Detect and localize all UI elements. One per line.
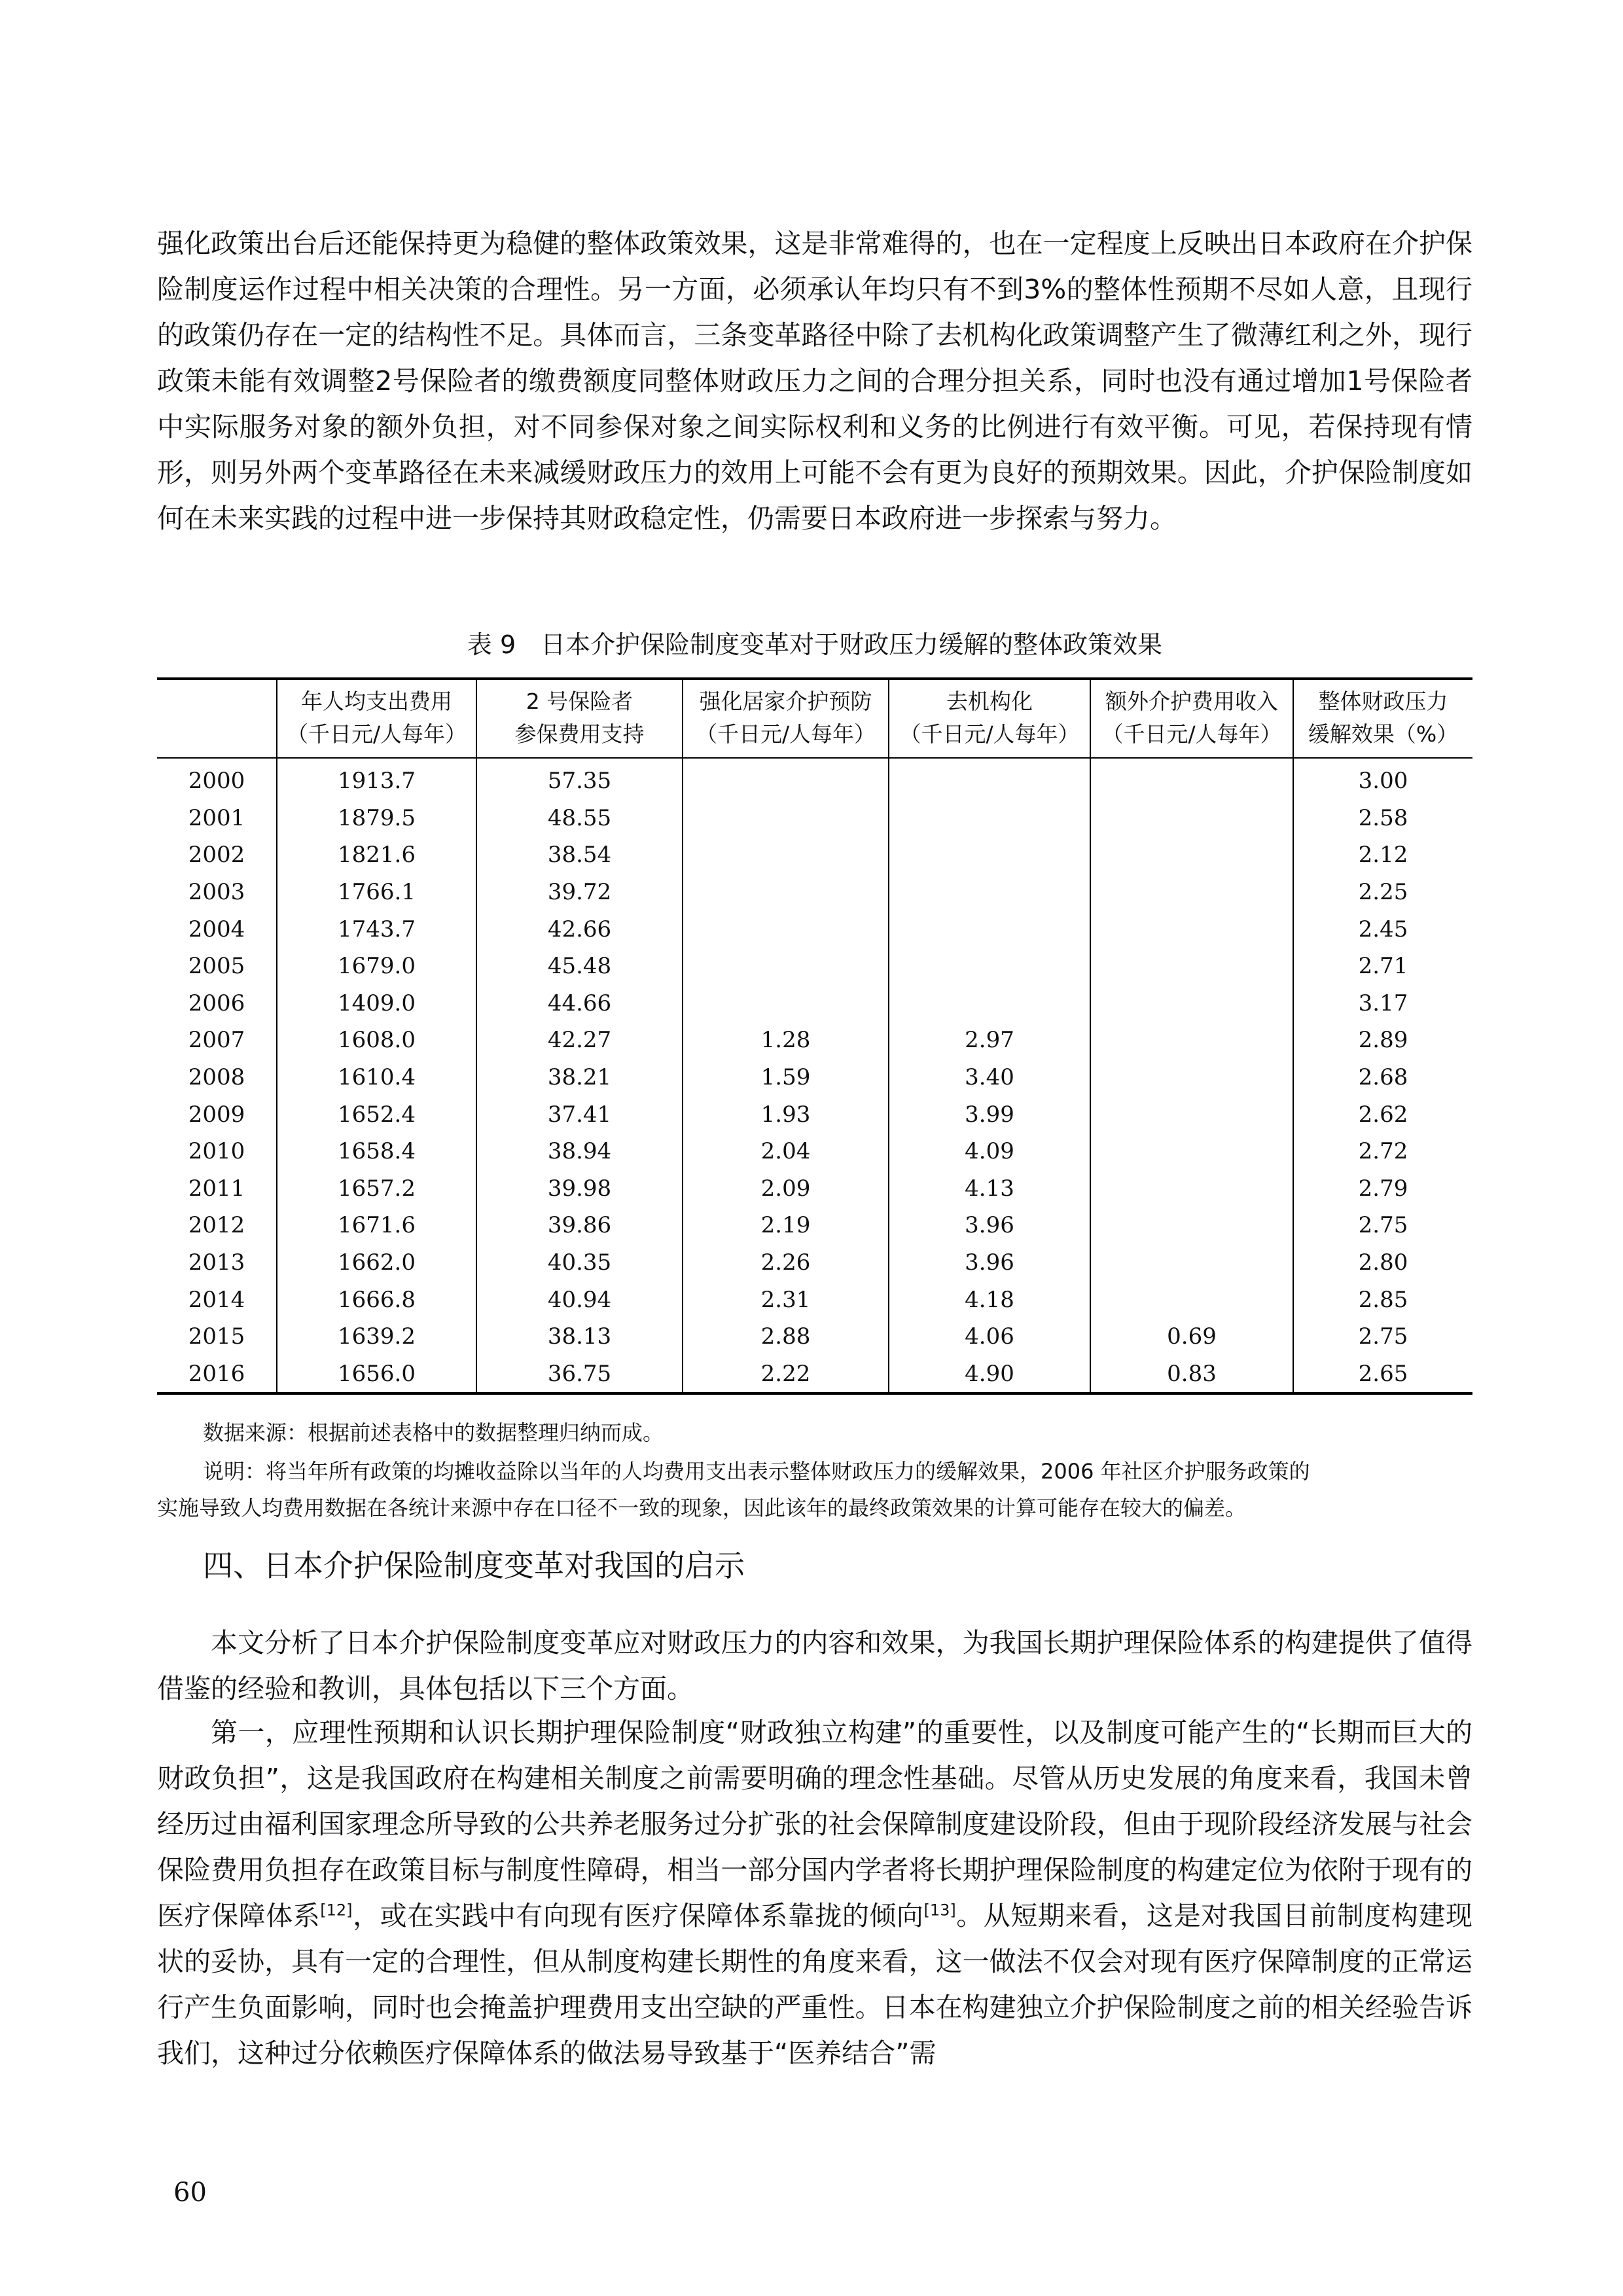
cell-relief-effect: 3.00 [1293, 758, 1472, 800]
cell-year: 2012 [188, 1212, 245, 1239]
cell-type2-support: 38.94 [476, 1133, 683, 1170]
cell-home-care-prevention: 2.22 [683, 1355, 889, 1394]
cell-deinstitutionalization: 4.13 [889, 1170, 1090, 1208]
table-row [157, 910, 1472, 948]
cell-deinstitutionalization [889, 985, 1090, 1022]
table-row [157, 1170, 1472, 1208]
cell-extra-income [1090, 910, 1293, 948]
cell-per-capita-expense: 1656.0 [277, 1355, 476, 1394]
cell-deinstitutionalization: 3.40 [889, 1059, 1090, 1096]
table-caption: 表 9 日本介护保险制度变革对于财政压力缓解的整体政策效果 [467, 630, 1163, 659]
cell-extra-income [1090, 836, 1293, 874]
table-row [157, 874, 1472, 911]
cell-home-care-prevention: 1.59 [683, 1059, 889, 1096]
cell-year: 2015 [188, 1323, 245, 1350]
cell-home-care-prevention [683, 836, 889, 874]
cell-home-care-prevention [683, 948, 889, 985]
table-row [157, 800, 1472, 837]
cell-relief-effect: 2.45 [1293, 910, 1472, 948]
section-heading: 四、日本介护保险制度变革对我国的启示 [203, 1548, 745, 1583]
table-row [157, 1059, 1472, 1096]
cell-type2-support: 48.55 [476, 800, 683, 837]
cell-per-capita-expense: 1766.1 [277, 874, 476, 911]
cell-home-care-prevention [683, 758, 889, 800]
cell-type2-support: 38.21 [476, 1059, 683, 1096]
cell-deinstitutionalization: 4.18 [889, 1281, 1090, 1318]
cell-relief-effect: 2.80 [1293, 1244, 1472, 1282]
body-paragraph-intro: 本文分析了日本介护保险制度变革应对财政压力的内容和效果，为我国长期护理保险体系的构建提供了值得借鉴的经验和教训，具体包括以下三个方面。 [157, 1627, 1472, 1704]
cell-home-care-prevention: 2.31 [683, 1281, 889, 1318]
cell-extra-income [1090, 948, 1293, 985]
cell-extra-income [1090, 1244, 1293, 1282]
cell-extra-income [1090, 1207, 1293, 1244]
table-row [157, 1096, 1472, 1133]
cell-type2-support: 42.66 [476, 910, 683, 948]
cell-home-care-prevention [683, 910, 889, 948]
cell-year: 2004 [188, 916, 245, 942]
cell-home-care-prevention: 2.04 [683, 1133, 889, 1170]
cell-per-capita-expense: 1671.6 [277, 1207, 476, 1244]
cell-relief-effect: 2.75 [1293, 1207, 1472, 1244]
cell-per-capita-expense: 1658.4 [277, 1133, 476, 1170]
cell-extra-income [1090, 1281, 1293, 1318]
header-home-care-prevention: 强化居家介护预防 （千日元/人每年） [683, 679, 889, 758]
cell-extra-income [1090, 1059, 1293, 1096]
cell-year: 2016 [157, 1355, 277, 1394]
cell-relief-effect: 3.17 [1293, 985, 1472, 1022]
cell-year: 2013 [188, 1249, 245, 1276]
cell-relief-effect: 2.79 [1293, 1170, 1472, 1208]
table-header-row [157, 679, 1472, 758]
cell-per-capita-expense: 1639.2 [277, 1318, 476, 1355]
cell-per-capita-expense: 1743.7 [277, 910, 476, 948]
cell-home-care-prevention [683, 985, 889, 1022]
cell-per-capita-expense: 1879.5 [277, 800, 476, 837]
cell-per-capita-expense: 1662.0 [277, 1244, 476, 1282]
table-row [157, 1244, 1472, 1282]
paragraph-text-part1: 第一，应理性预期和认识长期护理保险制度“财政独立构建”的重要性，以及制度可能产生的“长期而巨大的财政负担”，这是我国政府在构建相关制度之前需要明确的理念性基础。尽管从历史发展的角度来看，我国未曾经历过由福利国家理念所导致的公共养老服务过分扩张的社会保障制度建设阶段，但由于现阶段经济发展与社会保险费用负担存在政策目标与制度性障碍，相当一部分国内学者将长期护理保险制度的构建定位为依附于现有的医疗保障体系 [157, 1717, 1472, 1931]
header-extra-care-income: 额外介护费用收入 （千日元/人每年） [1090, 679, 1293, 758]
paragraph-text-part2: ，或在实践中有向现有医疗保障体系靠拢的倾向 [352, 1900, 924, 1931]
cell-relief-effect: 2.62 [1293, 1096, 1472, 1133]
cell-home-care-prevention: 2.88 [683, 1318, 889, 1355]
cell-extra-income [1090, 874, 1293, 911]
cell-per-capita-expense: 1409.0 [277, 985, 476, 1022]
cell-type2-support: 45.48 [476, 948, 683, 985]
cell-type2-support: 39.98 [476, 1170, 683, 1208]
table-row [157, 758, 1472, 800]
cell-per-capita-expense: 1657.2 [277, 1170, 476, 1208]
cell-home-care-prevention: 1.28 [683, 1022, 889, 1059]
cell-type2-support: 42.27 [476, 1022, 683, 1059]
cell-relief-effect: 2.75 [1293, 1318, 1472, 1355]
cell-year: 2011 [188, 1175, 245, 1202]
table-row [157, 1207, 1472, 1244]
cell-relief-effect: 2.58 [1293, 800, 1472, 837]
cell-deinstitutionalization [889, 910, 1090, 948]
cell-year: 2010 [188, 1138, 245, 1165]
header-deinstitutionalization: 去机构化 （千日元/人每年） [889, 679, 1090, 758]
cell-year: 2002 [188, 842, 245, 869]
policy-effect-table [157, 677, 1472, 1395]
cell-deinstitutionalization [889, 800, 1090, 837]
cell-extra-income [1090, 1133, 1293, 1170]
cell-home-care-prevention: 1.93 [683, 1096, 889, 1133]
cell-year: 2006 [188, 990, 245, 1016]
cell-relief-effect: 2.65 [1293, 1355, 1472, 1394]
citation-13: [13] [923, 1901, 956, 1920]
cell-deinstitutionalization [889, 948, 1090, 985]
cell-deinstitutionalization: 3.96 [889, 1207, 1090, 1244]
cell-relief-effect: 2.12 [1293, 836, 1472, 874]
cell-type2-support: 39.72 [476, 874, 683, 911]
cell-deinstitutionalization [889, 836, 1090, 874]
cell-year: 2007 [188, 1027, 245, 1054]
header-type2-insured-support: 2 号保险者 参保费用支持 [476, 679, 683, 758]
cell-deinstitutionalization: 4.06 [889, 1318, 1090, 1355]
cell-year: 2005 [188, 953, 245, 980]
cell-per-capita-expense: 1821.6 [277, 836, 476, 874]
cell-relief-effect: 2.25 [1293, 874, 1472, 911]
cell-type2-support: 40.35 [476, 1244, 683, 1282]
body-paragraph-first-point [157, 1710, 1472, 2076]
page-number: 60 [173, 2178, 207, 2208]
cell-home-care-prevention [683, 874, 889, 911]
cell-type2-support: 38.54 [476, 836, 683, 874]
cell-extra-income [1090, 985, 1293, 1022]
paragraph-text-part3: 。从短期来看，这是对我国目前制度构建现状的妥协，具有一定的合理性，但从制度构建长期性的角度来看，这一做法不仅会对现有医疗保障制度的正常运行产生负面影响，同时也会掩盖护理费用支出空缺的严重性。日本在构建独立介护保险制度之前的相关经验告诉我们，这种过分依赖医疗保障体系的做法易导致基于“医养结合”需 [157, 1900, 1473, 2069]
header-year [157, 679, 277, 758]
table-row [157, 836, 1472, 874]
cell-relief-effect: 2.68 [1293, 1059, 1472, 1096]
cell-extra-income [1090, 1022, 1293, 1059]
cell-home-care-prevention: 2.26 [683, 1244, 889, 1282]
table-row [157, 1355, 1472, 1394]
cell-year: 2001 [188, 804, 245, 831]
cell-per-capita-expense: 1610.4 [277, 1059, 476, 1096]
cell-type2-support: 36.75 [476, 1355, 683, 1394]
citation-12: [12] [320, 1901, 353, 1920]
table-explanation-line2: 实施导致人均费用数据在各统计来源中存在口径不一致的现象，因此该年的最终政策效果的计算可能存在较大的偏差。 [157, 1496, 1247, 1520]
cell-home-care-prevention: 2.19 [683, 1207, 889, 1244]
table-row [157, 1281, 1472, 1318]
cell-deinstitutionalization: 3.99 [889, 1096, 1090, 1133]
cell-year: 2009 [188, 1101, 245, 1128]
table-explanation-line1: 说明：将当年所有政策的均摊收益除以当年的人均费用支出表示整体财政压力的缓解效果，2006 年社区介护服务政策的 [203, 1459, 1310, 1484]
table-row [157, 1318, 1472, 1355]
cell-deinstitutionalization: 2.97 [889, 1022, 1090, 1059]
cell-year: 2000 [188, 768, 245, 795]
body-paragraph-continued: 强化政策出台后还能保持更为稳健的整体政策效果，这是非常难得的，也在一定程度上反映出日本政府在介护保险制度运作过程中相关决策的合理性。另一方面，必须承认年均只有不到3%的整体性预期不尽如人意，且现行的政策仍存在一定的结构性不足。具体而言，三条变革路径中除了去机构化政策调整产生了微薄红利之外，现行政策未能有效调整2号保险者的缴费额度同整体财政压力之间的合理分担关系，同时也没有通过增加1号保险者中实际服务对象的额外负担，对不同参保对象之间实际权利和义务的比例进行有效平衡。可见，若保持现有情形，则另外两个变革路径在未来减缓财政压力的效用上可能不会有更为良好的预期效果。因此，介护保险制度如何在未来实践的过程中进一步保持其财政稳定性，仍需要日本政府进一步探索与努力。 [157, 228, 1472, 534]
cell-per-capita-expense: 1608.0 [277, 1022, 476, 1059]
cell-relief-effect: 2.89 [1293, 1022, 1472, 1059]
cell-deinstitutionalization: 4.90 [889, 1355, 1090, 1394]
cell-extra-income: 0.83 [1090, 1355, 1293, 1394]
cell-deinstitutionalization [889, 874, 1090, 911]
cell-year: 2003 [188, 879, 245, 906]
cell-relief-effect: 2.71 [1293, 948, 1472, 985]
cell-year: 2008 [188, 1064, 245, 1091]
cell-deinstitutionalization: 4.09 [889, 1133, 1090, 1170]
cell-type2-support: 38.13 [476, 1318, 683, 1355]
cell-extra-income [1090, 1170, 1293, 1208]
cell-extra-income [1090, 800, 1293, 837]
cell-type2-support: 40.94 [476, 1281, 683, 1318]
cell-per-capita-expense: 1666.8 [277, 1281, 476, 1318]
cell-relief-effect: 2.72 [1293, 1133, 1472, 1170]
cell-home-care-prevention [683, 800, 889, 837]
cell-relief-effect: 2.85 [1293, 1281, 1472, 1318]
cell-extra-income: 0.69 [1090, 1318, 1293, 1355]
cell-type2-support: 39.86 [476, 1207, 683, 1244]
cell-type2-support: 57.35 [476, 758, 683, 800]
cell-type2-support: 44.66 [476, 985, 683, 1022]
table-row [157, 1022, 1472, 1059]
cell-home-care-prevention: 2.09 [683, 1170, 889, 1208]
cell-extra-income [1090, 758, 1293, 800]
cell-extra-income [1090, 1096, 1293, 1133]
cell-per-capita-expense: 1679.0 [277, 948, 476, 985]
table-row [157, 985, 1472, 1022]
header-overall-relief-effect: 整体财政压力 缓解效果（%） [1293, 679, 1472, 758]
table-row [157, 948, 1472, 985]
cell-deinstitutionalization: 3.96 [889, 1244, 1090, 1282]
cell-per-capita-expense: 1652.4 [277, 1096, 476, 1133]
header-per-capita-expense: 年人均支出费用 （千日元/人每年） [277, 679, 476, 758]
cell-year: 2014 [188, 1286, 245, 1313]
table-row [157, 1133, 1472, 1170]
table-source-note: 数据来源：根据前述表格中的数据整理归纳而成。 [203, 1420, 664, 1445]
cell-type2-support: 37.41 [476, 1096, 683, 1133]
cell-deinstitutionalization [889, 758, 1090, 800]
cell-per-capita-expense: 1913.7 [277, 758, 476, 800]
